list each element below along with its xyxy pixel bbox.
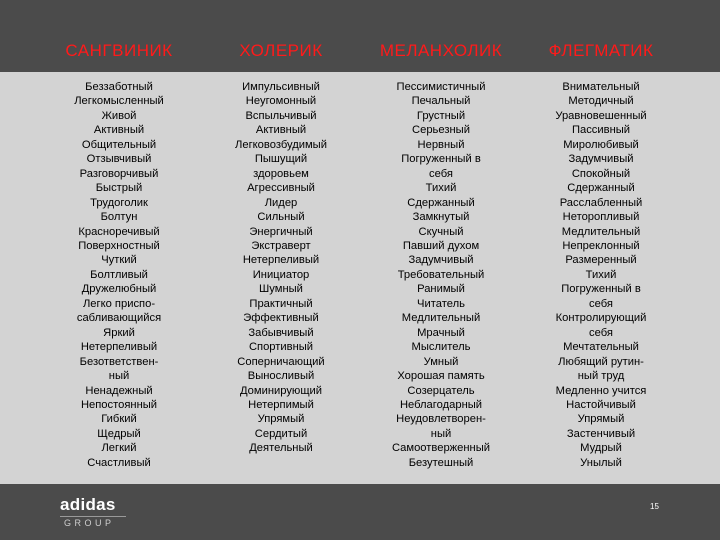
page-number: 15	[650, 502, 659, 511]
trait-item: Безответствен-	[79, 355, 159, 368]
trait-item: здоровьем	[253, 167, 309, 180]
trait-item: Болтливый	[90, 268, 148, 281]
trait-item: Унылый	[580, 456, 622, 469]
trait-item: Спокойный	[571, 167, 631, 180]
trait-item: Непостоянный	[80, 398, 158, 411]
trait-item: Неудовлетворен-	[396, 413, 486, 426]
trait-item: Расслабленный	[559, 196, 643, 209]
trait-item: Трудоголик	[90, 196, 148, 209]
trait-item: Скучный	[418, 225, 464, 238]
trait-item: ный	[108, 370, 130, 383]
trait-item: Вспыльчивый	[245, 109, 317, 122]
trait-item: Беззаботный	[85, 81, 153, 93]
trait-item: Уравновешенный	[555, 109, 647, 122]
trait-item: Активный	[255, 124, 307, 137]
column-title-sanguine: САНГВИНИК	[65, 41, 173, 60]
column-title-choleric: ХОЛЕРИК	[239, 41, 323, 60]
trait-item: ный труд	[577, 370, 625, 383]
trait-item: Внимательный	[562, 81, 640, 93]
trait-item: Мыслитель	[411, 341, 471, 354]
trait-item: Практичный	[249, 297, 313, 310]
trait-item: Дружелюбный	[81, 283, 157, 296]
trait-item: Безутешный	[408, 456, 474, 469]
trait-item: Хорошая память	[397, 370, 485, 383]
trait-item: Общительный	[81, 138, 157, 151]
trait-item: себя	[429, 167, 453, 180]
trait-item: себя	[589, 326, 613, 339]
trait-item: Погруженный в	[561, 283, 641, 296]
trait-list-melancholic	[351, 80, 531, 470]
trait-item: Счастливый	[87, 456, 151, 469]
trait-item: Легковозбудимый	[235, 138, 327, 151]
trait-item: Разговорчивый	[79, 167, 159, 180]
logo-group-text: GROUP	[64, 518, 115, 528]
trait-list-phlegmatic	[511, 80, 691, 470]
trait-item: Яркий	[103, 326, 135, 339]
trait-item: Доминирующий	[239, 384, 323, 397]
trait-item: Сдержанный	[407, 196, 475, 209]
trait-item: Быстрый	[95, 182, 143, 195]
trait-item: Контролирующий	[555, 312, 647, 325]
trait-item: Медленно учится	[555, 384, 647, 397]
trait-item: Щедрый	[97, 427, 141, 440]
trait-item: Мечтательный	[563, 341, 639, 354]
trait-item: Застенчивый	[566, 427, 636, 440]
trait-item: сабливающийся	[76, 312, 162, 325]
trait-item: Спортивный	[248, 341, 314, 354]
logo-brand-text: adidas	[60, 495, 116, 514]
trait-item: Болтун	[100, 211, 138, 224]
trait-item: Легко приспо-	[82, 297, 156, 310]
trait-item: Сердитый	[254, 427, 308, 440]
trait-list-choleric	[191, 80, 371, 456]
trait-item: Сдержанный	[567, 182, 635, 195]
trait-item: Медлительный	[561, 225, 641, 238]
trait-item: Созерцатель	[407, 384, 475, 397]
trait-item: Красноречивый	[78, 225, 160, 238]
trait-item: Упрямый	[257, 413, 305, 426]
trait-item: Агрессивный	[247, 182, 315, 195]
trait-item: Любящий рутин-	[558, 355, 644, 368]
trait-item: Живой	[101, 109, 137, 122]
trait-item: Пышущий	[254, 153, 308, 166]
column-title-melancholic: МЕЛАНХОЛИК	[379, 41, 503, 60]
trait-item: Тихий	[425, 182, 457, 195]
trait-item: Задумчивый	[408, 254, 474, 267]
trait-item: Умный	[423, 355, 459, 368]
trait-item: Отзывчивый	[86, 153, 152, 166]
trait-item: Непреклонный	[562, 239, 640, 252]
trait-item: Задумчивый	[568, 153, 634, 166]
trait-item: Замкнутый	[412, 211, 470, 224]
trait-item: Нетерпеливый	[80, 341, 158, 354]
trait-item: Лидер	[264, 196, 298, 209]
trait-item: Медлительный	[401, 312, 481, 325]
trait-item: Грустный	[416, 109, 466, 122]
trait-item: Деятельный	[249, 442, 313, 455]
trait-item: Поверхностный	[78, 239, 160, 252]
trait-item: Миролюбивый	[563, 138, 639, 151]
logo-divider	[60, 516, 126, 517]
column-title-phlegmatic: ФЛЕГМАТИК	[548, 41, 654, 60]
trait-item: Соперничающий	[237, 355, 325, 368]
trait-item: Неблагодарный	[399, 398, 483, 411]
trait-item: Серьезный	[412, 124, 470, 137]
header-bar	[0, 0, 720, 72]
trait-item: Ненадежный	[85, 384, 153, 397]
trait-item: Активный	[93, 124, 145, 137]
trait-item: Размеренный	[565, 254, 637, 267]
trait-item: Мудрый	[580, 442, 622, 455]
trait-item: Инициатор	[252, 268, 310, 281]
trait-item: Легкий	[101, 442, 137, 455]
trait-item: Импульсивный	[242, 81, 320, 93]
trait-item: Неторопливый	[562, 211, 640, 224]
trait-item: Самоотверженный	[391, 442, 491, 455]
trait-item: Требовательный	[397, 268, 485, 281]
trait-item: Пессимистичный	[396, 81, 486, 93]
trait-item: Печальный	[411, 95, 471, 108]
trait-item: Чуткий	[101, 254, 137, 267]
trait-item: Эффективный	[243, 312, 319, 325]
trait-item: Сильный	[257, 211, 305, 224]
trait-item: Мрачный	[417, 326, 465, 339]
trait-item: Читатель	[417, 297, 465, 310]
trait-list-sanguine	[29, 80, 209, 470]
trait-item: Упрямый	[577, 413, 625, 426]
trait-item: Тихий	[585, 268, 617, 281]
trait-item: Методичный	[568, 95, 634, 108]
trait-item: Пассивный	[571, 124, 631, 137]
trait-item: Забывчивый	[248, 326, 314, 339]
trait-item: ный	[430, 427, 452, 440]
trait-item: Нервный	[417, 138, 465, 151]
trait-item: Настойчивый	[566, 398, 636, 411]
trait-item: Экстраверт	[251, 239, 311, 252]
trait-item: себя	[589, 297, 613, 310]
trait-item: Погруженный в	[401, 153, 481, 166]
trait-item: Выносливый	[247, 370, 315, 383]
trait-item: Энергичный	[249, 225, 313, 238]
trait-item: Легкомысленный	[74, 95, 164, 108]
trait-item: Гибкий	[101, 413, 137, 426]
trait-item: Неугомонный	[245, 95, 317, 108]
adidas-group-logo	[60, 497, 130, 533]
trait-item: Нетерпимый	[248, 398, 314, 411]
trait-item: Ранимый	[417, 283, 465, 296]
trait-item: Шумный	[259, 283, 303, 296]
trait-item: Павший духом	[402, 239, 480, 252]
trait-item: Нетерпеливый	[242, 254, 320, 267]
